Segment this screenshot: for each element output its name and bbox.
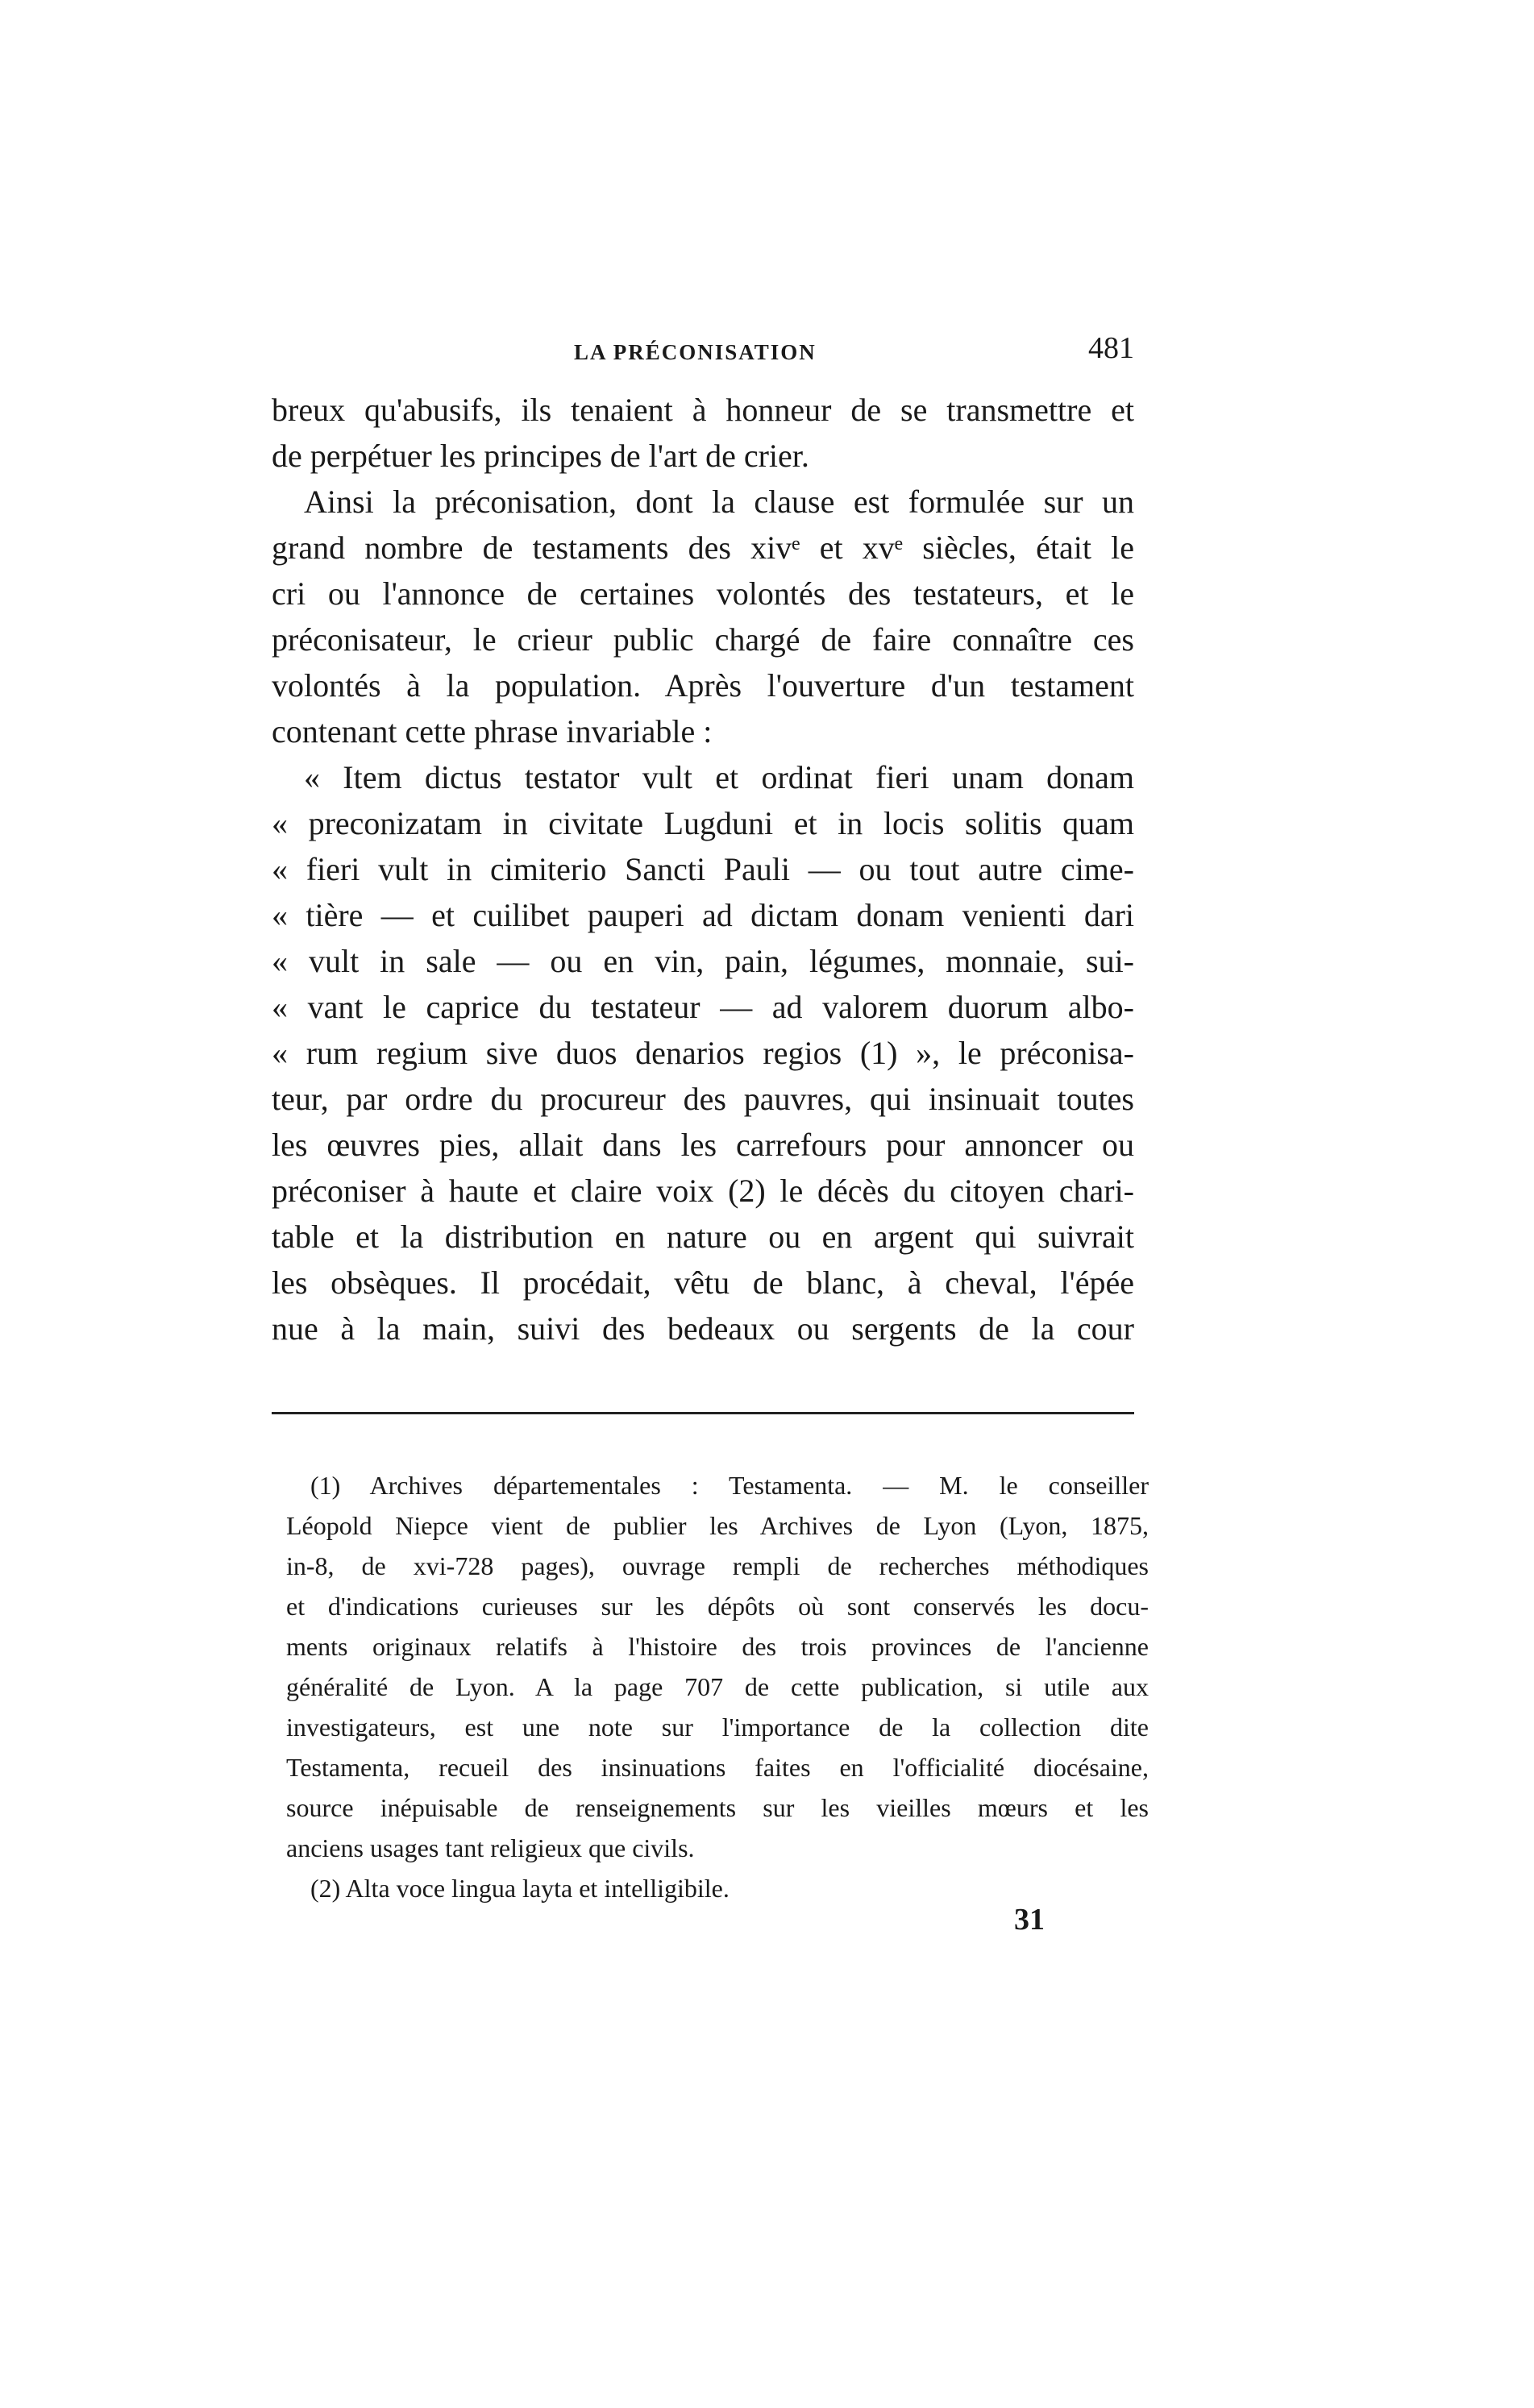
quote-line: « rum regium sive duos denarios regios (1) », le préconisa- xyxy=(272,1035,1134,1071)
footnote-line: anciens usages tant religieux que civils. xyxy=(286,1833,695,1862)
text-line: table et la distribution en nature ou en argent qui suivrait xyxy=(272,1219,1134,1255)
text-line: les obsèques. Il procédait, vêtu de blanc, à cheval, l'épée xyxy=(272,1264,1134,1301)
main-text xyxy=(272,387,1134,1351)
quote-line: « Item dictus testator vult et ordinat fieri unam donam xyxy=(304,759,1134,795)
footnote-line: ments originaux relatifs à l'histoire des trois provinces de l'ancienne xyxy=(286,1632,1149,1661)
footnote-divider xyxy=(272,1412,1134,1414)
quote-line: « preconizatam in civitate Lugduni et in locis solitis quam xyxy=(272,805,1134,841)
quote-line: « vult in sale — ou en vin, pain, légumes, monnaie, sui- xyxy=(272,943,1134,979)
text-line: de perpétuer les principes de l'art de crier. xyxy=(272,438,809,474)
footnote-line: Testamenta, recueil des insinuations faites en l'officialité diocésaine, xyxy=(286,1753,1149,1782)
running-title: LA PRÉCONISATION xyxy=(574,340,817,364)
footnotes xyxy=(286,1465,1149,1908)
text-line: préconiser à haute et claire voix (2) le décès du citoyen chari- xyxy=(272,1173,1134,1209)
text-line: les œuvres pies, allait dans les carrefours pour annoncer ou xyxy=(272,1127,1134,1163)
text-line: nue à la main, suivi des bedeaux ou sergents de la cour xyxy=(272,1310,1134,1347)
text-line: teur, par ordre du procureur des pauvres, qui insinuait toutes xyxy=(272,1081,1134,1117)
quote-line: « fieri vult in cimiterio Sancti Pauli — ou tout autre cime- xyxy=(272,851,1134,887)
quote-line: « tière — et cuilibet pauperi ad dictam donam venienti dari xyxy=(272,897,1134,933)
footnote-line: in-8, de xvi-728 pages), ouvrage rempli de recherches méthodiques xyxy=(286,1551,1149,1580)
footnote-line: Léopold Niepce vient de publier les Archives de Lyon (Lyon, 1875, xyxy=(286,1511,1149,1540)
text-line: volontés à la population. Après l'ouverture d'un testament xyxy=(272,667,1134,704)
text-line: grand nombre de testaments des xivᵉ et xvᵉ siècles, était le xyxy=(272,529,1134,566)
footnote-line: et d'indications curieuses sur les dépôts où sont conservés les docu- xyxy=(286,1592,1149,1621)
quote-line: « vant le caprice du testateur — ad valorem duorum albo- xyxy=(272,989,1134,1025)
text-line: breux qu'abusifs, ils tenaient à honneur de se transmettre et xyxy=(272,392,1134,428)
text-line: cri ou l'annonce de certaines volontés des testateurs, et le xyxy=(272,575,1134,612)
text-line: contenant cette phrase invariable : xyxy=(272,713,713,749)
page-header xyxy=(272,330,1134,379)
footnote-line: investigateurs, est une note sur l'importance de la collection dite xyxy=(286,1713,1149,1742)
page-number: 481 xyxy=(1088,331,1134,365)
footnote-line: (1) Archives départementales : Testamenta. — M. le conseiller xyxy=(310,1471,1149,1500)
footnote-line: généralité de Lyon. A la page 707 de cette publication, si utile aux xyxy=(286,1672,1149,1701)
footnote-line: (2) Alta voce lingua layta et intelligibile. xyxy=(310,1874,730,1903)
footnote-line: source inépuisable de renseignements sur les vieilles mœurs et les xyxy=(286,1793,1149,1822)
text-line: Ainsi la préconisation, dont la clause est formulée sur un xyxy=(304,484,1134,520)
text-line: préconisateur, le crieur public chargé de faire connaître ces xyxy=(272,621,1134,658)
signature-mark: 31 xyxy=(1014,1903,1045,1937)
